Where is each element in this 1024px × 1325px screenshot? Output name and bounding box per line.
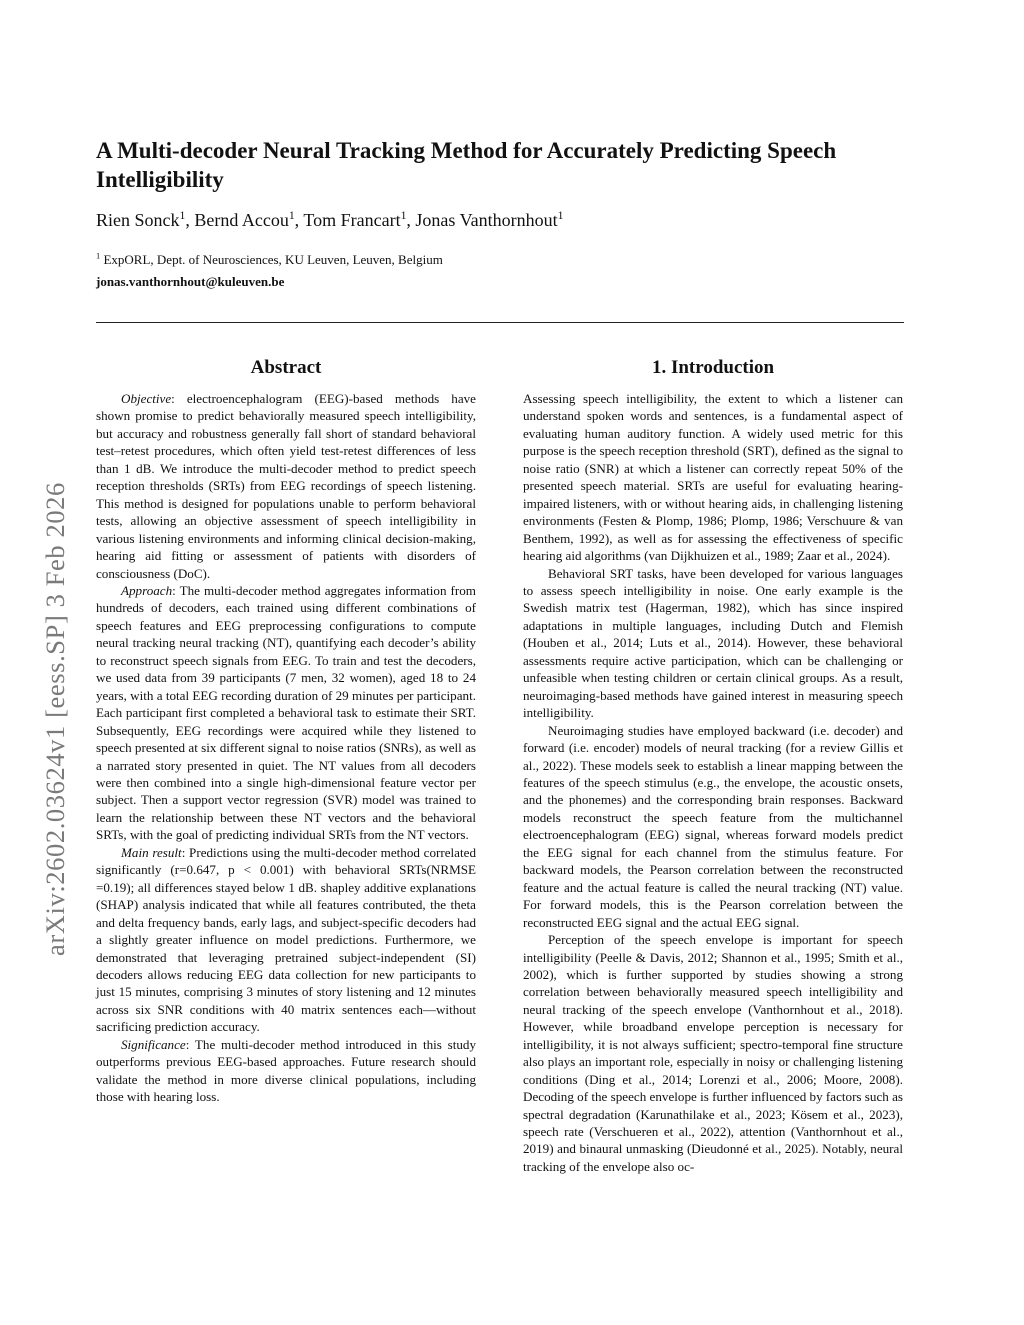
result-text: : Predictions using the multi-decoder method correlated significantly (r=0.647, p < 0.001) with behavioral SRTs(NRMSE =0.19); all differences stayed below 1 dB. shapley additive explanations (SHAP) analysis indicated that while all features contributed, the theta and delta frequency bands, early lags, and subject-specific decoders had a slightly greater influence on model predictions. Furthermore, we demonstrated that leveraging pretrained subject-independent (SI) decoders allows reducing EEG data collection for new participants to just 15 minutes, comprising 3 minutes of story listening and 12 minutes across six SNR conditions with 40 matrix sentences each—without sacrificing prediction accuracy. <box>96 844 476 1035</box>
intro-paragraph: Assessing speech intelligibility, the extent to which a listener can understand spoken words and sentences, is a fundamental aspect of evaluating human auditory function. A widely used metric for this purpose is the speech reception threshold (SRT), defined as the signal to noise ratio (SNR) at which a listener can correctly repeat 50% of the presented speech material. SRTs are useful for evaluating hearing-impaired listeners, with or without hearing aids, in challenging listening environments (Festen & Plomp, 1986; Plomp, 1986; Verschuure & van Benthem, 1992), as well as for assessing the effectiveness of specific hearing aid algorithms (van Dijkhuizen et al., 1989; Zaar et al., 2024). <box>523 391 903 564</box>
introduction-heading: 1. Introduction <box>651 357 775 378</box>
author-affil-mark: 1 <box>288 209 295 222</box>
affiliation <box>96 252 443 268</box>
result-label: Main result <box>121 844 182 860</box>
affiliation-mark: 1 <box>96 250 101 261</box>
paper-title: A Multi-decoder Neural Tracking Method for Accurately Predicting Speech Intelligibility <box>96 138 837 192</box>
header-divider <box>96 322 904 323</box>
author-name: Rien Sonck <box>96 210 180 230</box>
intro-paragraph: Neuroimaging studies have employed backward (i.e. decoder) and forward (i.e. encoder) models of neural tracking (for a review Gillis et al., 2022). These models seek to establish a linear mapping between the features of the speech stimulus (e.g., the envelope, the acoustic onsets, and the phonemes) and the corresponding brain responses. Backward models reconstruct the speech feature from the multichannel electroencephalogram (EEG) signal, whereas forward models predict the EEG signal for each channel from the stimulus feature. For backward models, the Pearson correlation between the reconstructed feature and the actual feature is called the neural tracking (NT) value. For forward models, this is the Pearson correlation between the reconstructed EEG signal and the actual EEG signal. <box>523 722 903 930</box>
approach-text: : The multi-decoder method aggregates information from hundreds of decoders, each trained using different combinations of speech features and EEG preprocessing configurations to compute neural tracking neural tracking (NT), quantifying each decoder’s ability to reconstruct speech signals from EEG. To train and test the decoders, we used data from 39 participants (7 men, 32 women), aged 18 to 24 years, with a total EEG recording duration of 29 minutes per participant. Each participant first completed a behavioral task to estimate their SRT. Subsequently, EEG recordings were acquired while they listened to speech presented at six different signal to noise ratios (SNRs), as well as a narrated story presented in quiet. The NT values from all decoders were then combined into a single high-dimensional feature vector per subject. Then a support vector regression (SVR) model was trained to learn the relationship between these NT vectors and the behavioral SRTs, with the goal of predicting individual SRTs from the NT vectors. <box>96 582 476 843</box>
author-name: Tom Francart <box>303 210 401 230</box>
author-affil-mark: 1 <box>557 209 564 222</box>
abstract-objective <box>96 390 476 582</box>
contact-email[interactable]: jonas.vanthornhout@kuleuven.be <box>96 274 285 289</box>
abstract-approach <box>96 582 476 844</box>
abstract-heading: Abstract <box>250 357 322 378</box>
author-list: Rien Sonck$^1$, Bernd Accou$^1$, Tom Francart$^1$, Jonas Vanthornhout$^1$ <box>96 209 564 230</box>
significance-text: : The multi-decoder method introduced in this study outperforms previous EEG-based approaches. Future research should validate the method in more diverse clinical populations, including those with hearing loss. <box>96 1036 476 1105</box>
introduction-column <box>523 356 903 1175</box>
author-affil-mark: 1 <box>400 209 407 222</box>
objective-label: Objective <box>121 391 172 406</box>
affiliation-text: ExpORL, Dept. of Neurosciences, KU Leuven, Leuven, Belgium <box>103 252 443 267</box>
objective-text: : electroencephalogram (EEG)-based methods have shown promise to predict behaviorally measured speech intelligibility, but accuracy and robustness generally fall short of standard behavioral test–retest procedures, which often yield test-retest differences of less than 1 dB. We introduce the multi-decoder method to predict speech reception thresholds (SRTs) from EEG recordings of speech listening. This method is designed for populations unable to perform behavioral tests, allowing an objective assessment of speech intelligibility in various listening environments and informing clinical decision-making, hearing aid fitting or assessment of patients with disorders of consciousness (DoC). <box>96 391 476 581</box>
author-name: Bernd Accou <box>194 210 289 230</box>
significance-label: Significance <box>121 1036 186 1052</box>
intro-paragraph: Behavioral SRT tasks, have been developed for various languages to assess speech intelligibility in noise. One early example is the Swedish matrix test (Hagerman, 1982), which has since inspired adaptations in multiple languages, including Dutch and Flemish (Houben et al., 2014; Luts et al., 2014). However, these behavioral assessments require active participation, which can be challenging or unfeasible when testing children or certain clinical groups. As a result, neuroimaging-based methods have gained interest in measuring speech intelligibility. <box>523 565 903 721</box>
abstract-main-result <box>96 844 476 1036</box>
author-affil-mark: 1 <box>179 209 186 222</box>
author-name: Jonas Vanthornhout <box>415 210 558 230</box>
intro-paragraph: Perception of the speech envelope is important for speech intelligibility (Peelle & Davis, 2012; Shannon et al., 1995; Smith et al., 2002), which is further supported by studies showing a strong correlation between behaviorally measured speech intelligibility and neural tracking of the speech envelope (Vanthornhout et al., 2018). However, while broadband envelope perception is necessary for intelligibility, it is not always sufficient; spectro-temporal fine structure also plays an important role, especially in noisy or challenging listening conditions (Ding et al., 2014; Lorenzi et al., 2006; Moore, 2008). Decoding of the speech envelope is further influenced by factors such as spectral degradation (Karunathilake et al., 2023; Kösem et al., 2023), speech rate (Verschueren et al., 2022), attention (Vanthornhout et al., 2019) and binaural unmasking (Dieudonné et al., 2025). Notably, neural tracking of the envelope also oc- <box>523 932 903 1174</box>
arxiv-identifier: arXiv:2602.03624v1 [eess.SP] 3 Feb 2026 <box>40 482 70 956</box>
abstract-column <box>96 356 476 1106</box>
abstract-significance <box>96 1036 476 1106</box>
approach-label: Approach <box>121 582 173 598</box>
